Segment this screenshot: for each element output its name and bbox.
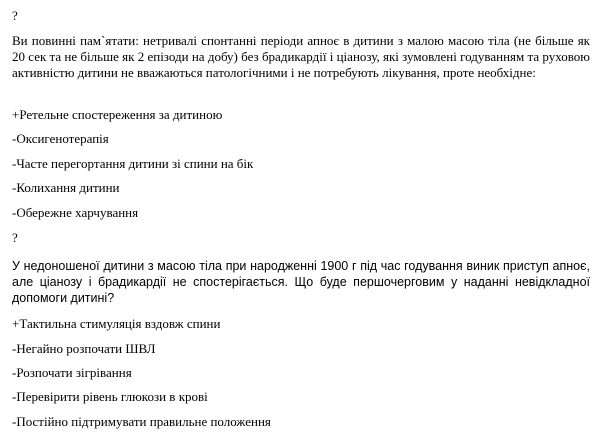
answer-option-correct: +Тактильна стимуляція вздовж спини xyxy=(12,316,221,331)
answer-option: -Часте перегортання дитини зі спини на бік xyxy=(12,156,254,171)
question-marker: ? xyxy=(12,230,18,245)
answer-option-correct: +Ретельне спостереження за дитиною xyxy=(12,107,223,122)
answer-option: -Перевірити рівень глюкози в крові xyxy=(12,389,208,404)
answer-option: -Постійно підтримувати правильне положення xyxy=(12,414,271,429)
answer-option: -Обережне харчування xyxy=(12,205,139,220)
answer-option: -Оксигенотерапія xyxy=(12,131,109,146)
answer-option: -Розпочати зігрівання xyxy=(12,365,132,380)
question-marker: ? xyxy=(12,8,18,23)
answer-option: -Колихання дитини xyxy=(12,180,120,195)
question-text: Ви повинні пам`ятати: нетривалі спонтанні періоди апноє в дитини з малою масою тіла (не більше як 20 сек та не більше як 2 епізоди на добу) без брадикардії і ціанозу, які зумовлені годуванням та руховою активністю дитини не вважаються патологічними і не потребують лікування, проте необхідне: xyxy=(12,33,590,80)
answer-option: -Негайно розпочати ШВЛ xyxy=(12,341,156,356)
question-text: У недоношеної дитини з масою тіла при народженні 1900 г під час годування виник приступ апноє, але ціанозу і брадикардії не спостерігається. Що буде першочерговим у наданні невідкладної допомоги дитині? xyxy=(12,259,590,305)
